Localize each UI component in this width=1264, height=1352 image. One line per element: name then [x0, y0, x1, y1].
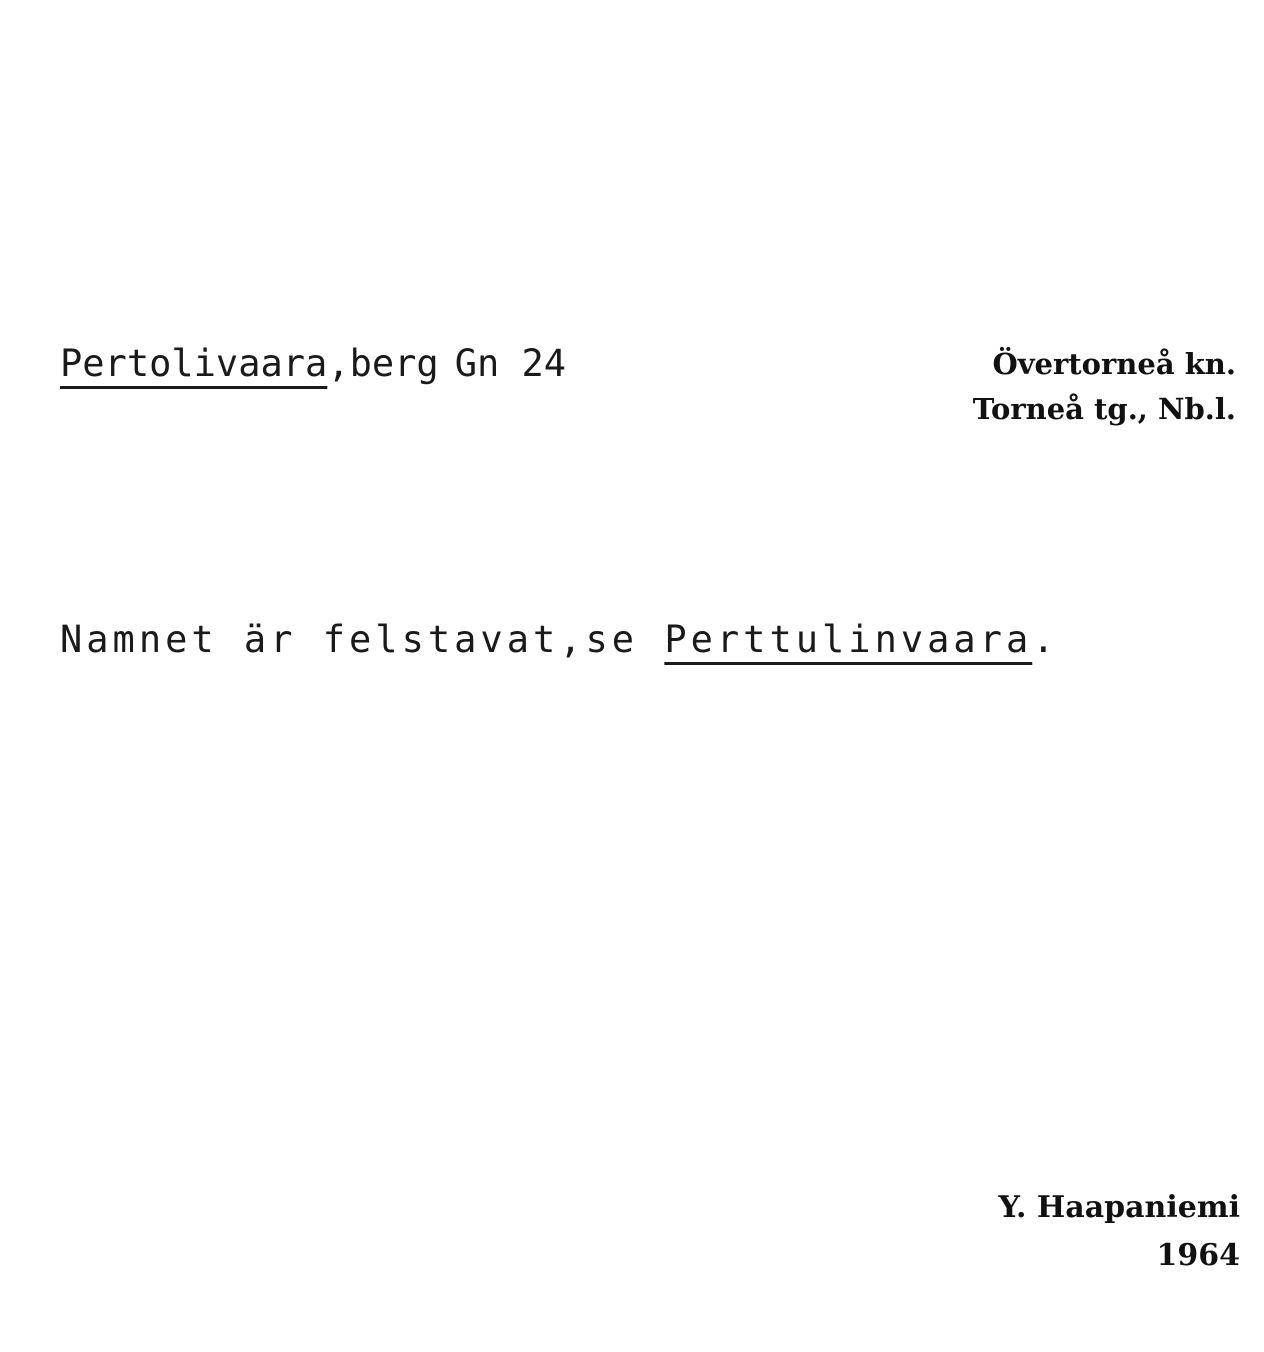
heading-line	[60, 342, 566, 385]
signature-block	[998, 1184, 1240, 1280]
author-name: Y. Haapaniemi	[998, 1190, 1240, 1225]
classification: ,berg	[327, 342, 439, 385]
note-end: .	[1032, 618, 1059, 661]
district: Torneå tg., Nb.l.	[972, 392, 1236, 426]
note-text: Namnet är felstavat,se	[60, 618, 665, 661]
parish: Övertorneå kn.	[992, 347, 1236, 381]
headword: Pertolivaara	[60, 342, 328, 385]
map-reference: Gn 24	[454, 342, 567, 385]
cross-reference: Perttulinvaara	[664, 618, 1033, 661]
location-block	[973, 342, 1236, 432]
year: 1964	[1156, 1238, 1240, 1273]
note-line	[60, 618, 1059, 661]
